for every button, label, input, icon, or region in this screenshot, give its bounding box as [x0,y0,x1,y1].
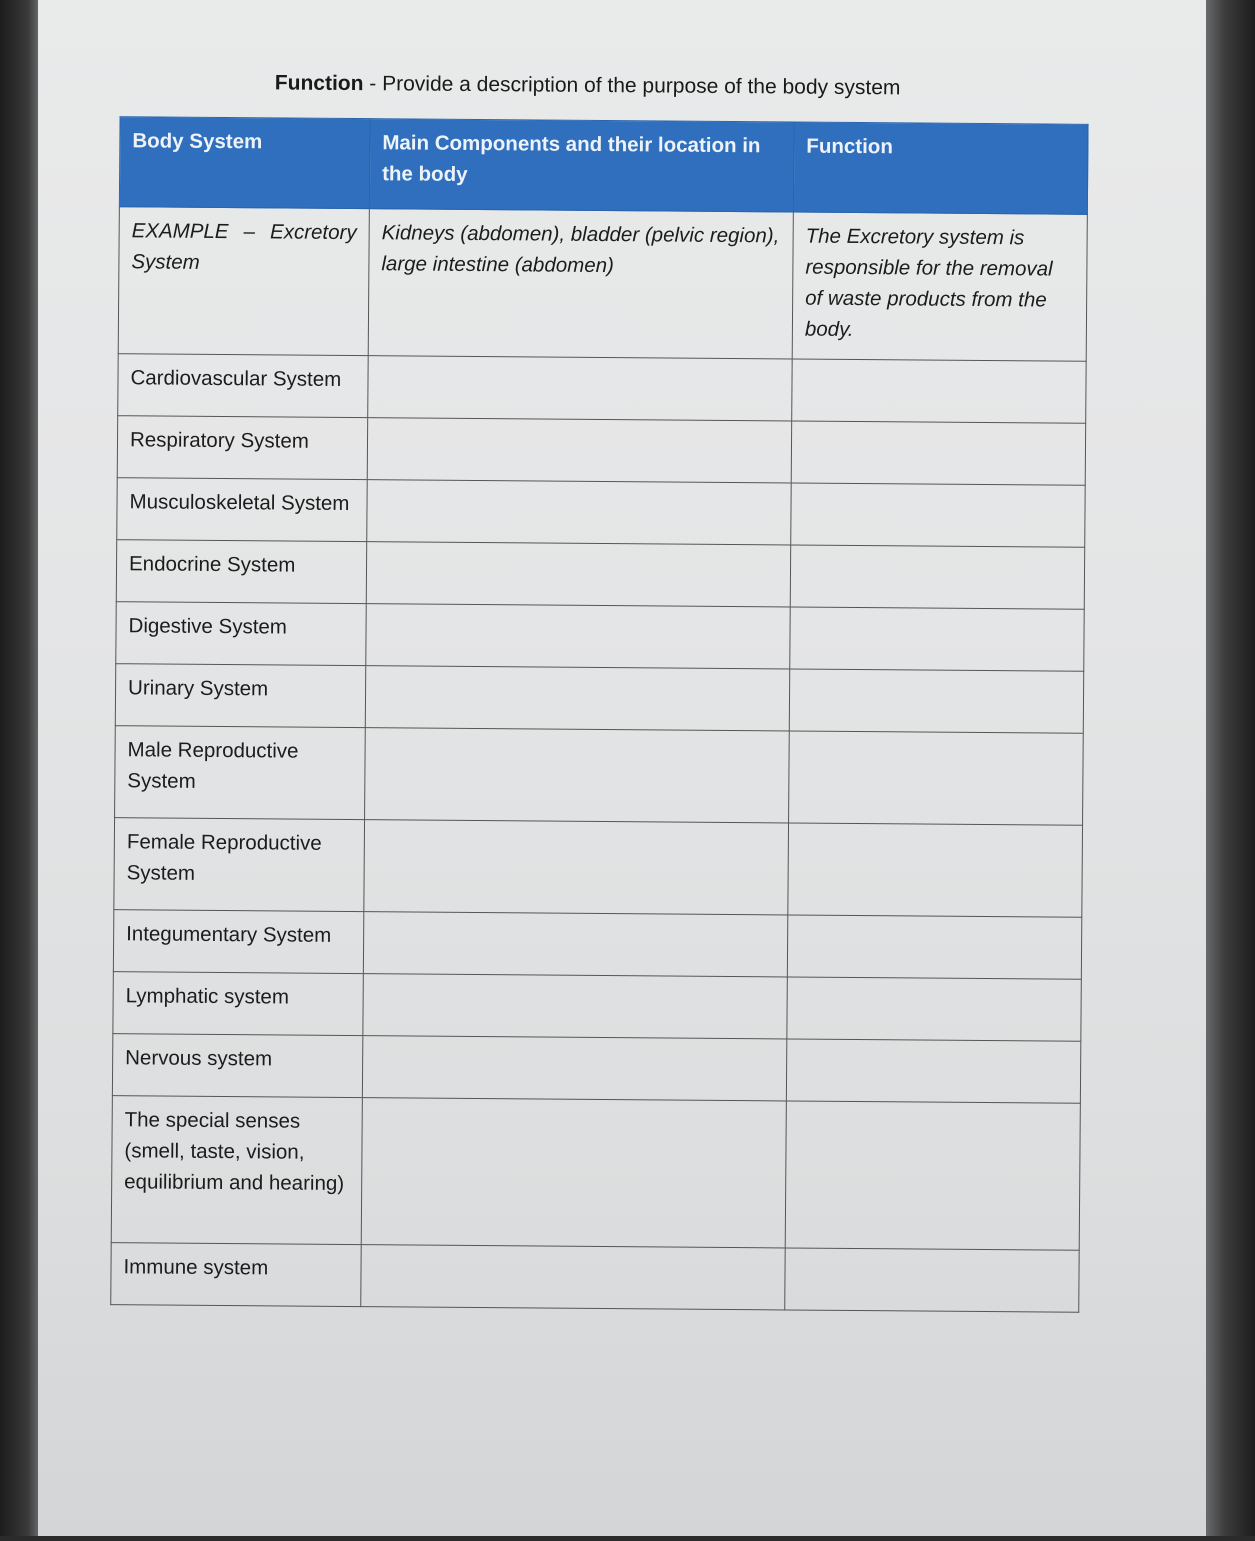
example-system-word: System [131,250,200,274]
table-row [115,726,1084,826]
table-row [111,1243,1079,1313]
function-cell-empty[interactable] [788,823,1083,917]
function-cell-empty[interactable] [785,1248,1079,1312]
function-cell-empty[interactable] [790,545,1084,609]
function-cell-empty[interactable] [787,977,1081,1041]
components-cell-empty[interactable] [363,974,787,1039]
table-row [117,416,1085,486]
title-bold: Function [274,71,364,96]
system-name-cell: The special senses (smell, taste, vision, equilibrium and hearing) [111,1096,362,1245]
components-cell-empty[interactable] [363,912,787,977]
function-cell-empty[interactable] [786,1039,1080,1103]
header-main-components: Main Components and their location in the body [369,119,794,212]
table-row [113,972,1081,1042]
function-cell-empty[interactable] [789,669,1083,733]
components-cell-empty[interactable] [362,1036,786,1101]
table-row [111,1096,1080,1251]
function-cell-empty[interactable] [791,421,1085,485]
components-cell-empty[interactable] [364,820,789,915]
system-name-cell: Digestive System [116,602,366,666]
example-label-line [132,215,357,248]
table-row [115,664,1083,734]
system-name-cell: Musculoskeletal System [117,478,367,542]
components-cell-empty[interactable] [365,666,789,731]
system-name-cell: Nervous system [112,1034,362,1098]
header-function: Function [793,122,1088,214]
function-cell-empty[interactable] [785,1101,1080,1250]
components-cell-empty[interactable] [361,1098,786,1248]
body-systems-table [110,116,1088,1313]
function-cell-empty[interactable] [789,731,1084,825]
example-function-cell: The Excretory system is responsible for the removal of waste products from the body. [792,212,1087,361]
components-cell-empty[interactable] [368,356,792,421]
function-cell-empty[interactable] [791,483,1085,547]
components-cell-empty[interactable] [367,480,791,545]
table-row [117,478,1085,548]
system-name-cell: Urinary System [115,664,365,728]
system-name-cell: Male Reproductive System [115,726,366,820]
components-cell-empty[interactable] [366,542,790,607]
system-name-cell: Immune system [111,1243,361,1307]
title-rest: - Provide a description of the purpose of the body system [363,72,901,100]
system-name-cell: Lymphatic system [113,972,363,1036]
example-row [118,207,1087,362]
components-cell-empty[interactable] [367,418,791,483]
example-dash: – [243,220,256,244]
table-row [114,818,1083,918]
system-name-cell: Cardiovascular System [118,354,368,418]
example-components-cell: Kidneys (abdomen), bladder (pelvic region), large intestine (abdomen) [368,209,793,359]
function-cell-empty[interactable] [790,607,1084,671]
example-word: EXAMPLE [131,219,229,244]
table-header-row [119,117,1088,215]
function-cell-empty[interactable] [787,915,1081,979]
example-system-cell [118,207,369,356]
system-name-cell: Respiratory System [117,416,367,480]
page-title [275,71,901,100]
table-row [118,354,1086,424]
system-name-cell: Female Reproductive System [114,818,365,912]
system-name-cell: Integumentary System [113,910,363,974]
table-row [116,602,1084,672]
components-cell-empty[interactable] [365,728,790,823]
components-cell-empty[interactable] [361,1245,785,1310]
system-name-cell: Endocrine System [116,540,366,604]
table-row [112,1034,1080,1104]
table-row [116,540,1084,610]
table-row [113,910,1081,980]
example-excretory: Excretory [269,220,357,245]
components-cell-empty[interactable] [366,604,790,669]
header-body-system: Body System [119,117,370,209]
function-cell-empty[interactable] [792,359,1086,423]
